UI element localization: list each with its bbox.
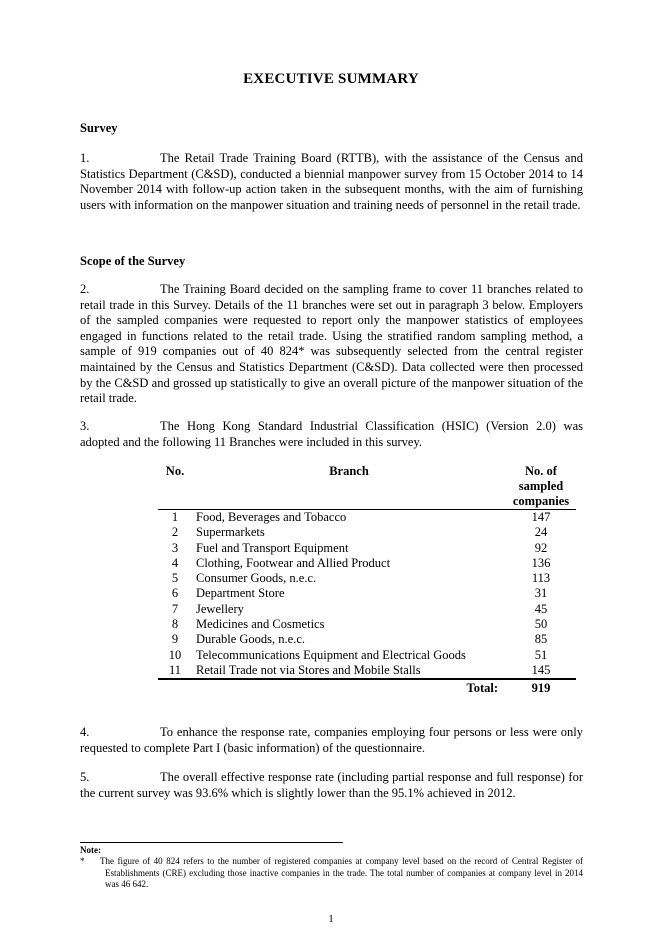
- row-no: 11: [168, 662, 182, 677]
- table-row: [158, 586, 576, 601]
- row-branch: Jewellery: [196, 601, 244, 616]
- footnote-label: Note:: [80, 845, 101, 855]
- paragraph-1: [80, 151, 583, 213]
- row-no: 7: [171, 601, 179, 616]
- row-no: 1: [171, 510, 179, 524]
- footnote-text: [80, 856, 583, 891]
- row-branch: Clothing, Footwear and Allied Product: [196, 555, 391, 570]
- table-row: [158, 525, 576, 540]
- table-header-row: [158, 464, 576, 510]
- paragraph-text: The overall effective response rate (including partial response and full response) for the current survey was 93.6% which is slightly lower than the 95.1% achieved in 2012.: [80, 770, 583, 800]
- row-count: 31: [534, 586, 548, 601]
- paragraph-text: The Retail Trade Training Board (RTTB), with the assistance of the Census and Statistics Department (C&SD), conducted a biennial manpower survey from 15 October 2014 to 14 November 2014 with follow-up action taken in the subsequent months, with the aim of furnishing users with information on the manpower situation and training needs of personnel in the retail trade.: [80, 151, 583, 212]
- footnote-marker: *: [80, 856, 85, 866]
- row-count: 136: [531, 555, 551, 570]
- paragraph-number: 1.: [80, 151, 90, 165]
- row-branch: Fuel and Transport Equipment: [196, 540, 349, 555]
- row-count: 24: [534, 525, 548, 540]
- row-no: 3: [171, 540, 179, 555]
- header-branch: Branch: [329, 464, 369, 478]
- row-count: 51: [534, 647, 548, 662]
- branches-table: [158, 464, 576, 697]
- table-row: [158, 632, 576, 647]
- row-no: 4: [171, 555, 179, 570]
- paragraph-3: [80, 419, 583, 450]
- table-row: [158, 648, 576, 663]
- row-no: 8: [171, 617, 179, 632]
- row-no: 9: [171, 632, 179, 647]
- row-branch: Retail Trade not via Stores and Mobile Stalls: [196, 662, 421, 677]
- header-sampled-companies: [506, 464, 576, 510]
- section-heading-survey: Survey: [80, 121, 118, 135]
- row-no: 10: [168, 647, 182, 662]
- row-branch: Consumer Goods, n.e.c.: [196, 571, 317, 586]
- footnote-body: The figure of 40 824 refers to the number of registered companies at company level based on the record of Central Register of Establishments (CRE) excluding those inactive companies in the trade. The total number of companies at company level in 2014 was 46 642.: [100, 856, 583, 889]
- row-no: 2: [171, 525, 179, 540]
- row-branch: Medicines and Cosmetics: [196, 617, 325, 632]
- row-count: 45: [534, 601, 548, 616]
- row-no: 5: [171, 571, 179, 586]
- table-row: [158, 510, 576, 526]
- total-value: 919: [531, 681, 551, 696]
- paragraph-number: 3.: [80, 419, 90, 433]
- row-count: 85: [534, 632, 548, 647]
- header-count-line: No. of: [525, 464, 557, 478]
- row-count: 145: [531, 662, 551, 677]
- table-total-row: [158, 679, 576, 696]
- paragraph-text: The Training Board decided on the sampling frame to cover 11 branches related to retail trade in this Survey. Details of the 11 branches were set out in paragraph 3 below. Employers of the sampled companies were requested to report only the manpower statistics of employees engaged in functions related to the retail trade. Using the stratified random sampling method, a sample of 919 companies out of 40 824* was subsequently selected from the central register maintained by the Census and Statistics Department (C&SD). Data collected were then processed by the C&SD and grossed up statistically to give an overall picture of the manpower situation of the retail trade.: [80, 282, 583, 406]
- row-count: 50: [534, 617, 548, 632]
- header-no: No.: [165, 464, 185, 478]
- table-row: [158, 541, 576, 556]
- table-row: [158, 571, 576, 586]
- header-count-line: companies: [512, 494, 570, 508]
- row-branch: Food, Beverages and Tobacco: [196, 510, 347, 524]
- table-row: [158, 602, 576, 617]
- row-branch: Durable Goods, n.e.c.: [196, 632, 305, 647]
- paragraph-number: 5.: [80, 770, 90, 784]
- row-no: 6: [171, 586, 179, 601]
- paragraph-number: 4.: [80, 725, 90, 739]
- row-branch: Department Store: [196, 586, 285, 601]
- row-count: 147: [531, 510, 551, 524]
- section-heading-scope: Scope of the Survey: [80, 254, 186, 268]
- paragraph-number: 2.: [80, 282, 90, 296]
- row-branch: Telecommunications Equipment and Electrical Goods: [196, 647, 466, 662]
- row-count: 113: [531, 571, 551, 586]
- paragraph-5: [80, 770, 583, 801]
- paragraph-text: The Hong Kong Standard Industrial Classification (HSIC) (Version 2.0) was adopted and the following 11 Branches were included in this survey.: [80, 419, 583, 449]
- table-row: [158, 617, 576, 632]
- header-count-line: sampled: [518, 479, 564, 493]
- table-row: [158, 663, 576, 679]
- row-branch: Supermarkets: [196, 525, 265, 540]
- total-label: Total:: [466, 681, 498, 696]
- paragraph-4: [80, 725, 583, 756]
- table-row: [158, 556, 576, 571]
- paragraph-text: To enhance the response rate, companies employing four persons or less were only requested to complete Part I (basic information) of the questionnaire.: [80, 725, 583, 755]
- footnote-divider: [80, 842, 343, 843]
- paragraph-2: [80, 282, 583, 407]
- row-count: 92: [534, 540, 548, 555]
- page-number: 1: [328, 913, 334, 925]
- page-title: EXECUTIVE SUMMARY: [243, 71, 419, 87]
